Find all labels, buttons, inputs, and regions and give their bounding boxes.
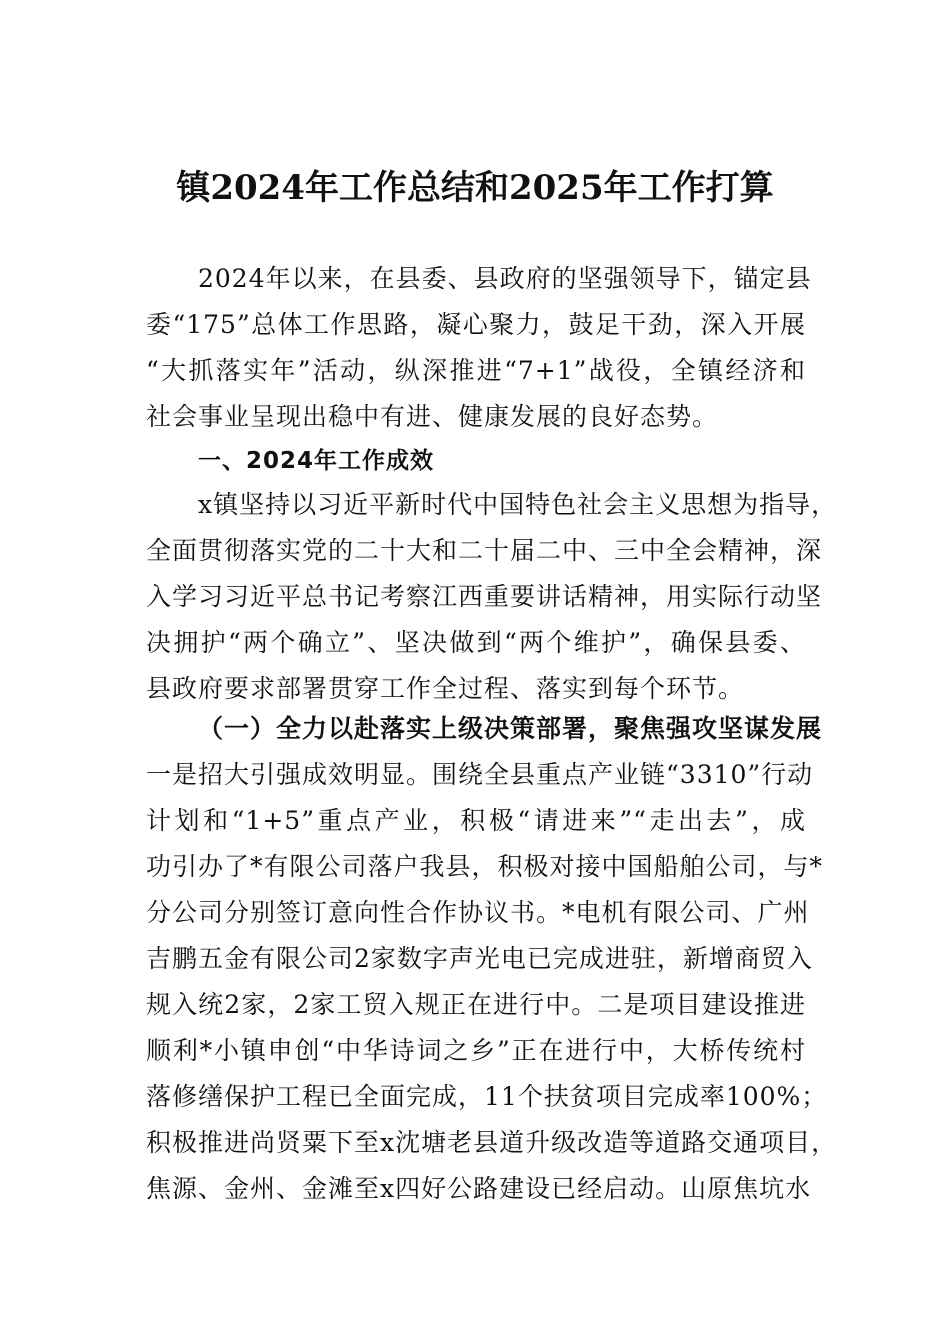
paragraph-line: 委“175”总体工作思路，凝心聚力，鼓足干劲，深入开展 <box>146 310 806 339</box>
paragraph-line: 焦源、金州、金滩至x四好公路建设已经启动。山原焦坑水 <box>146 1174 812 1203</box>
paragraph-line: 吉鹏五金有限公司2家数字声光电已完成进驻，新增商贸入 <box>146 944 813 973</box>
paragraph-line: 全面贯彻落实党的二十大和二十届二中、三中全会精神，深 <box>146 536 823 565</box>
paragraph-line: 入学习习近平总书记考察江西重要讲话精神，用实际行动坚 <box>146 582 823 611</box>
paragraph-line: 县政府要求部署贯穿工作全过程、落实到每个环节。 <box>146 674 745 703</box>
paragraph-line: 积极推进尚贤粟下至x沈塘老县道升级改造等道路交通项目， <box>146 1128 838 1157</box>
paragraph-line: 2024年以来，在县委、县政府的坚强领导下，锚定县 <box>198 264 812 293</box>
paragraph-line: 顺利*小镇申创“中华诗词之乡”正在进行中，大桥传统村 <box>146 1036 806 1065</box>
paragraph-line: 一是招大引强成效明显。围绕全县重点产业链“3310”行动 <box>146 760 814 789</box>
section-heading: 一、2024年工作成效 <box>198 448 435 474</box>
paragraph-line: 计划和“1+5”重点产业，积极“请进来”“走出去”，成 <box>146 806 806 835</box>
document-title: 镇2024年工作总结和2025年工作打算 <box>176 168 774 208</box>
paragraph-line: 规入统2家，2家工贸入规正在进行中。二是项目建设推进 <box>146 990 806 1019</box>
paragraph-line: 决拥护“两个确立”、坚决做到“两个维护”，确保县委、 <box>146 628 806 657</box>
paragraph-line: 功引办了*有限公司落户我县，积极对接中国船舶公司，与* <box>146 852 824 881</box>
paragraph-line: x镇坚持以习近平新时代中国特色社会主义思想为指导， <box>198 490 838 519</box>
paragraph-line: 分公司分别签订意向性合作协议书。*电机有限公司、广州 <box>146 898 810 927</box>
subsection-heading: （一）全力以赴落实上级决策部署，聚焦强攻坚谋发展 <box>198 714 823 743</box>
paragraph-line: 社会事业呈现出稳中有进、健康发展的良好态势。 <box>146 402 719 431</box>
paragraph-line: “大抓落实年”活动，纵深推进“7+1”战役，全镇经济和 <box>146 356 806 385</box>
paragraph-line: 落修缮保护工程已全面完成，11个扶贫项目完成率100%； <box>146 1082 828 1111</box>
